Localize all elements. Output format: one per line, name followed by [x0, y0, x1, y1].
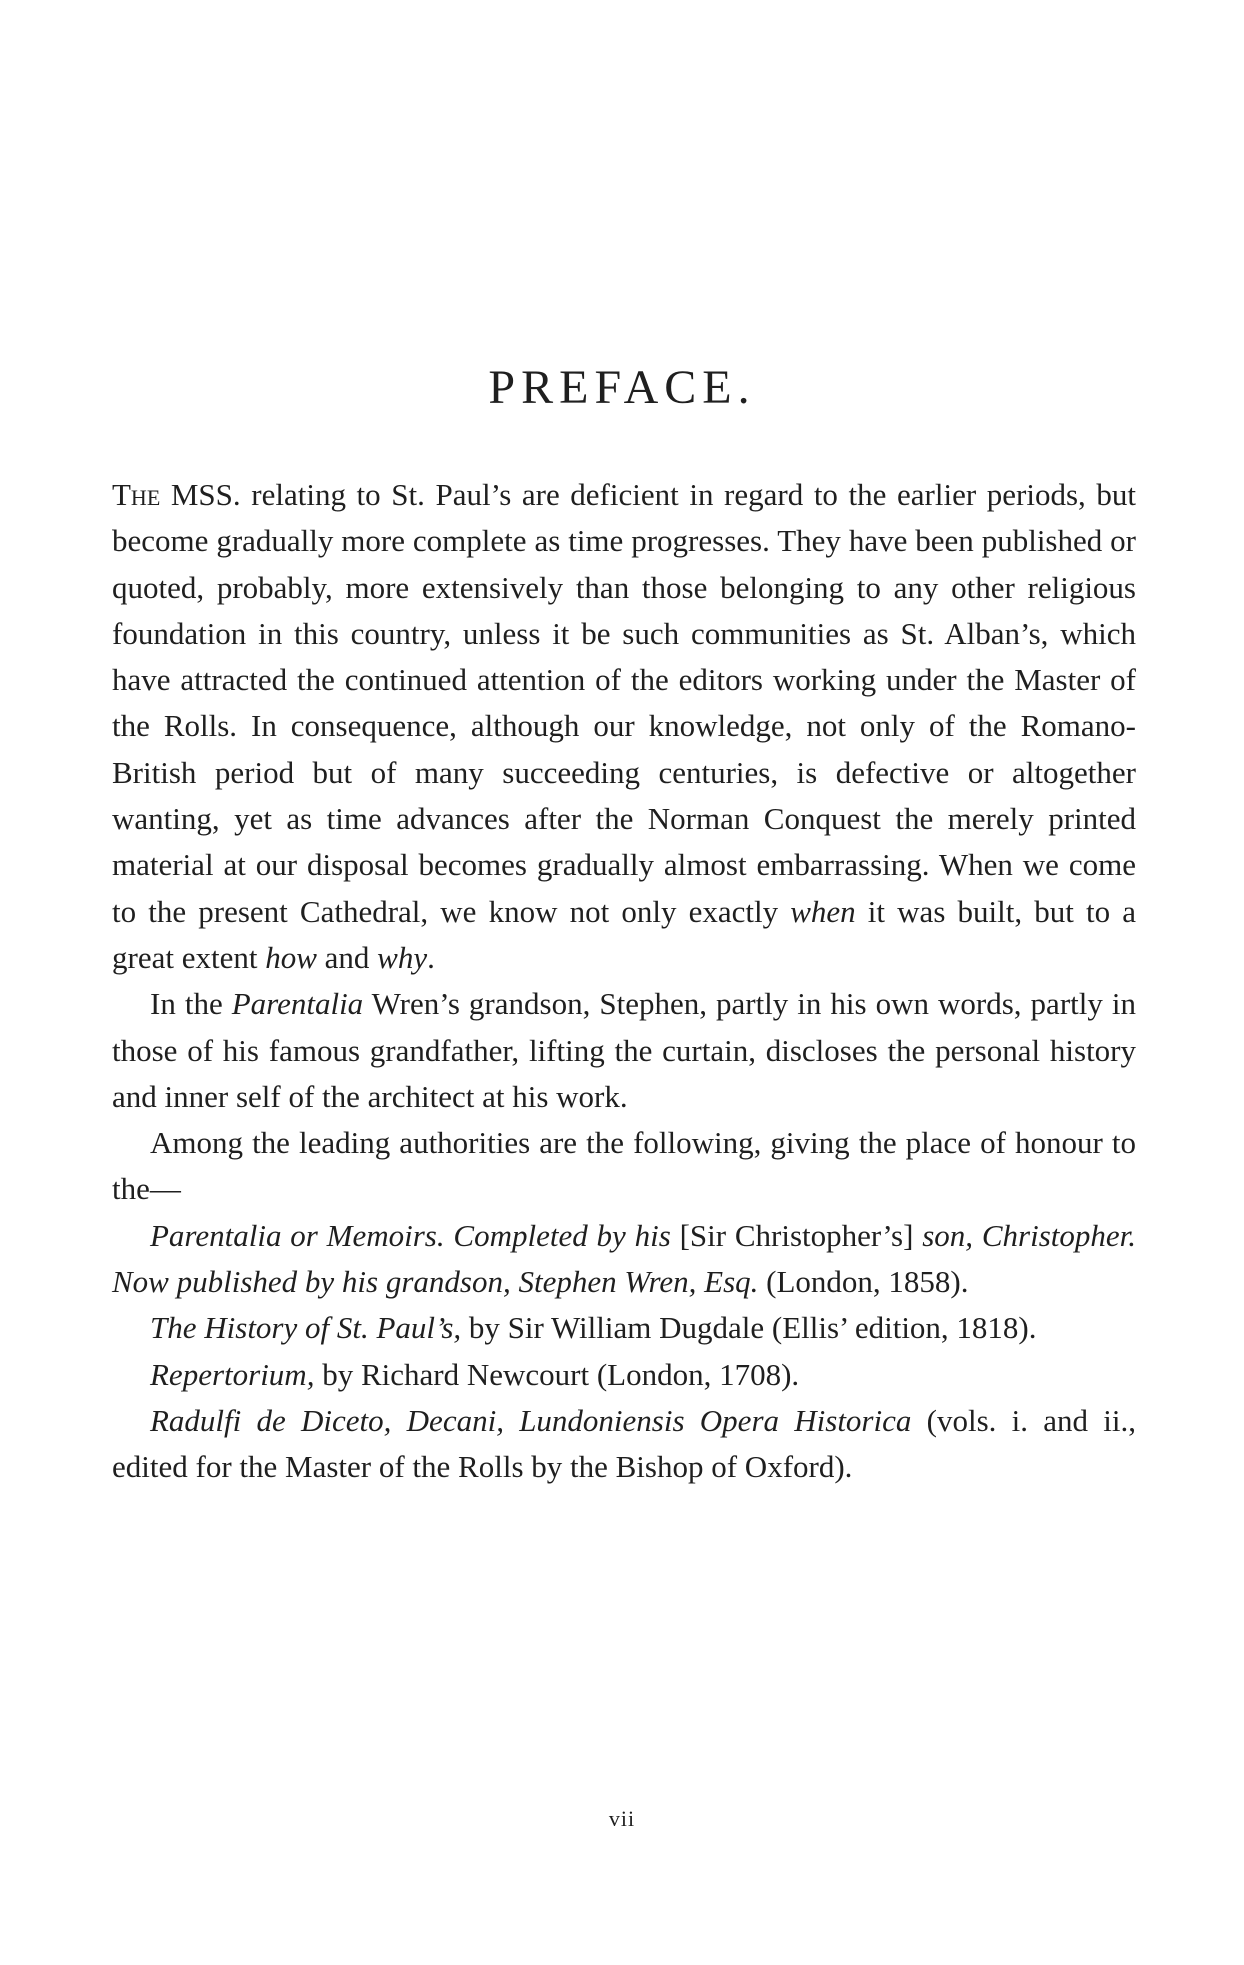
reference-parentalia-note: [Sir Christopher’s]	[670, 1217, 923, 1253]
reference-diceto	[112, 1398, 1136, 1491]
reference-dugdale-title: The History of St. Paul’s,	[150, 1310, 462, 1346]
reference-dugdale	[112, 1305, 1136, 1351]
paragraph-1-lead: The	[112, 477, 161, 512]
paragraph-1-and: and	[316, 939, 378, 975]
paragraph-1-between: it was built, but to a great extent	[112, 893, 1136, 975]
paragraph-2	[112, 981, 1136, 1120]
reference-diceto-imprint: (vols. i. and ii., edited for the Master of the Rolls by the Bishop of Oxford).	[112, 1402, 1136, 1485]
paragraph-1-how: how	[265, 939, 317, 975]
paragraph-2-parentalia: Parentalia	[231, 986, 364, 1022]
paragraph-1	[112, 472, 1136, 981]
paragraph-1-when: when	[790, 893, 856, 929]
reference-parentalia	[112, 1213, 1136, 1306]
reference-parentalia-imprint: (London, 1858).	[758, 1264, 969, 1300]
reference-parentalia-title-cont: son, Christopher. Now published by his grandson, Stephen Wren, Esq.	[112, 1217, 1137, 1300]
preface-body	[112, 472, 1136, 1491]
paragraph-1-why: why	[377, 939, 428, 975]
reference-newcourt	[112, 1352, 1136, 1398]
paragraph-1-text: MSS. relating to St. Paul’s are deficient in regard to the earlier periods, but become gradually more complete as time progresses. They have been published or quoted, probably, more extensively than those belonging to any other religious foundation in this country, unless it be such communities as St. Alban’s, which have attracted the continued attention of the editors working under the Master of the Rolls. In consequence, although our knowledge, not only of the Romano-British period but of many succeeding centuries, is defective or altogether wanting, yet as time advances after the Norman Conquest the merely printed material at our disposal becomes gradually almost embarrassing. When we come to the present Cathedral, we know not only exactly	[112, 477, 1136, 929]
paragraph-1-end: .	[427, 939, 435, 975]
page-number: vii	[608, 1806, 636, 1831]
paragraph-2-rest: Wren’s grandson, Stephen, partly in his own words, partly in those of his famous grandfather, lifting the curtain, discloses the personal history and inner self of the architect at his work.	[112, 986, 1136, 1114]
page-title: PREFACE.	[488, 361, 756, 414]
reference-parentalia-title: Parentalia or Memoirs. Completed by his	[150, 1217, 671, 1253]
reference-newcourt-title: Repertorium,	[150, 1356, 315, 1392]
reference-newcourt-imprint: by Richard Newcourt (London, 1708).	[314, 1356, 800, 1392]
paragraph-3: Among the leading authorities are the following, giving the place of honour to the—	[112, 1125, 1136, 1207]
reference-diceto-title: Radulfi de Diceto, Decani, Lundoniensis Opera Historica	[150, 1402, 912, 1438]
reference-dugdale-imprint: by Sir William Dugdale (Ellis’ edition, 1818).	[461, 1310, 1037, 1346]
paragraph-2-start: In the	[150, 986, 232, 1022]
